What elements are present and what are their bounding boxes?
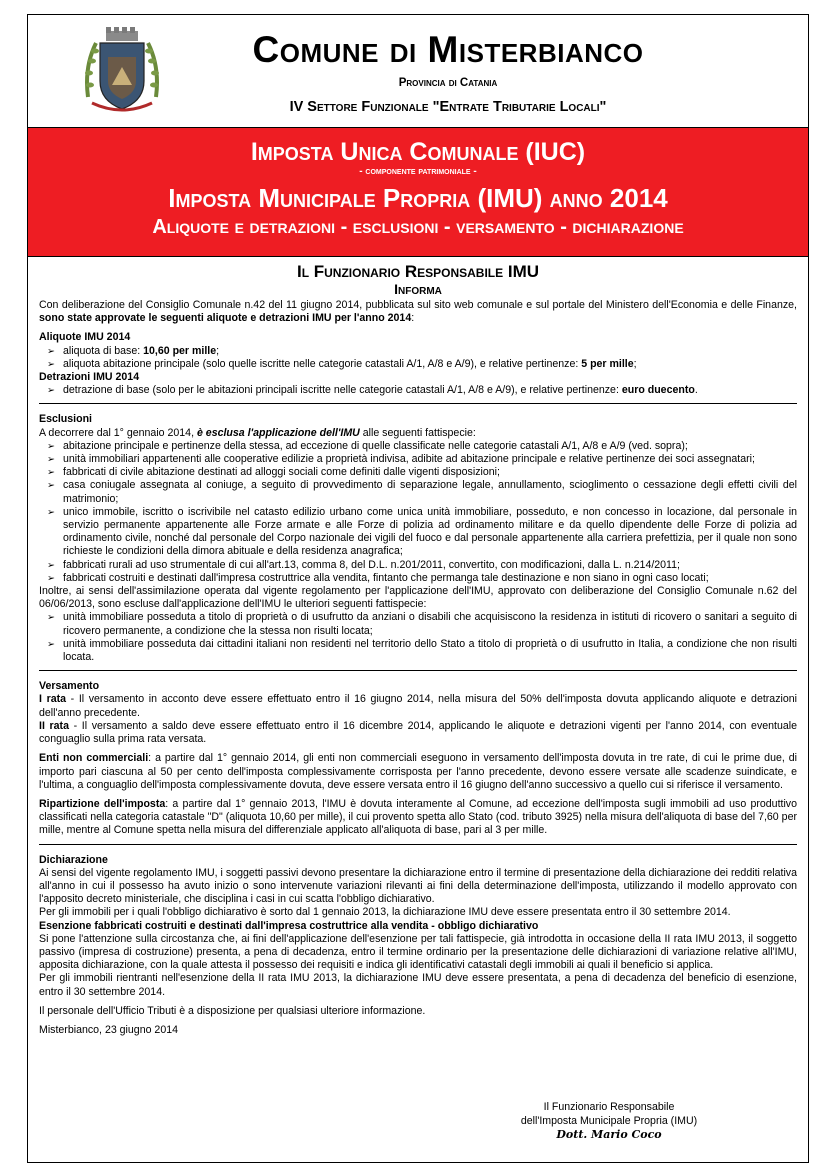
enti-text: : a partire dal 1° gennaio 2014, gli enti non commerciali eseguono in versamento dell'imposta dovuta in tre rate, di cui le prime due, di importo pari ciascuna al 50 per cento dell'imposta complessivamente corrisposta per l'anno precedente, devono essere versate alle scadenze suindicate, e l'ultima, a conguaglio dell'imposta complessivamente dovuta, deve essere versata entro il 16 giugno dell'anno successivo a quello cui si riferisce il versamento. (39, 752, 797, 791)
esclusioni-further: Inoltre, ai sensi dell'assimilazione operata dal vigente regolamento per l'applicazione dell'IMU, approvato con deliberazione del Consiglio Comunale n.62 del 06/06/2013, sono escluse dall'applicazione dell'IMU le ulteriori seguenti fattispecie: (39, 585, 797, 611)
rata-2-label: II rata (39, 719, 69, 732)
banner-title-topics: Aliquote e detrazioni - esclusioni - versamento - dichiarazione (152, 216, 684, 238)
title-banner (28, 128, 808, 257)
esclusioni-lead-bold: è esclusa l'applicazione dell'IMU (196, 426, 360, 439)
esclusioni-list-2 (39, 611, 797, 664)
letterhead (28, 15, 808, 128)
rata-2-paragraph (39, 720, 797, 746)
list-item: ➢ fabbricati costruiti e destinati dall'impresa costruttrice alla vendita, fintanto che permanga tale destinazione e non siano in ogni caso locati; (39, 572, 797, 585)
detrazioni-list (39, 384, 797, 397)
signature-role-1: Il Funzionario Responsabile (543, 1101, 675, 1113)
rata-1-label: I rata (39, 693, 67, 706)
dichiarazione-p5: Il personale dell'Ufficio Tributi è a disposizione per qualsiasi ulteriore informazione. (39, 1004, 426, 1017)
document-page (27, 14, 809, 1163)
rata-1-text: - Il versamento in acconto deve essere effettuato entro il 16 giugno 2014, nella misura del 50% dell'imposta dovuta applicando aliquote e detrazioni dell'anno precedente. (39, 693, 797, 719)
rata-1-paragraph (39, 693, 797, 719)
dichiarazione-p4: Per gli immobili rientranti nell'esenzione della II rata IMU 2013, la dichiarazione IMU deve essere presentata, a pena di decadenza del beneficio di esenzione, entro il 30 settembre 2014. (39, 972, 797, 998)
signature-block (494, 1100, 724, 1142)
section-divider (39, 403, 797, 404)
dichiarazione-p3: Si pone l'attenzione sulla circostanza che, ai fini dell'applicazione dell'esenzione per tali fattispecie, già introdotta in occasione della II rata IMU 2013, il soggetto passivo (impresa di costruzione) presenta, a pena di decadenza, entro il termine ordinario per la presentazione delle dichiarazioni di variazione relative all'IMU, apposita dichiarazione, con la quale attesta il possesso dei requisiti e indica gli identificativi catastali degli immobili ai quali il beneficio si applica. (39, 932, 797, 972)
intro-text-bold: sono state approvate le seguenti aliquote e detrazioni IMU per l'anno 2014 (39, 312, 412, 325)
dichiarazione-p1: Ai sensi del vigente regolamento IMU, i soggetti passivi devono presentare la dichiarazione entro il termine di presentazione della dichiarazione dei redditi relativa all'anno in cui il possesso ha avuto inizio o sono intervenute variazioni rilevanti ai fini della determinazione dell'imposta, utilizzando il modello approvato con l'apposito decreto ministeriale, che disciplina i casi in cui scatta l'obbligo dichiarativo. (39, 866, 797, 906)
signature-role-2: dell'Imposta Municipale Propria (IMU) (520, 1115, 698, 1127)
list-item-text: aliquota abitazione principale (solo quelle iscritte nelle categorie catastali A/1, A/8 e A/9), e relative pertinenze: (63, 357, 582, 370)
banner-title-imu: Imposta Municipale Propria (IMU) anno 2014 (168, 183, 668, 213)
intro-text: Con deliberazione del Consiglio Comunale n.42 del 11 giugno 2014, pubblicata sul sito web comunale e sul portale del Ministero dell'Economia e delle Finanze, (39, 299, 797, 311)
section-divider (39, 670, 797, 671)
enti-paragraph (39, 752, 797, 792)
list-item-text: detrazione di base (solo per le abitazioni principali iscritte nelle categorie catastali A/1, A/8 e A/9), e relative pertinenze: (63, 384, 622, 397)
dichiarazione-p2: Per gli immobili per i quali l'obbligo dichiarativo è sorto dal 1 gennaio 2013, la dichiarazione IMU deve essere presentata entro il 30 settembre 2014. (39, 906, 731, 919)
rata-2-text: - Il versamento a saldo deve essere effettuato entro il 16 dicembre 2014, applicando le aliquote e detrazioni vigenti per l'anno 2014, con eventuale conguaglio sulla prima rata versata. (39, 719, 798, 746)
esclusioni-title: Esclusioni (39, 413, 92, 426)
section-divider (39, 844, 797, 845)
esclusioni-lead (39, 427, 797, 440)
versamento-title: Versamento (39, 680, 100, 693)
issuer-heading: Il Funzionario Responsabile IMU (296, 262, 540, 281)
list-item: ➢ unità immobiliare posseduta dai cittadini italiani non residenti nel territorio dello Stato a titolo di proprietà o di usufrutto in Italia, a condizione che non risulti locata. (39, 638, 797, 664)
list-item (39, 358, 797, 371)
ripartizione-label: Ripartizione dell'imposta (39, 797, 166, 810)
esclusioni-lead-text: A decorrere dal 1° gennaio 2014, (39, 426, 197, 439)
list-item-end: . (694, 384, 698, 397)
enti-label: Enti non commerciali (39, 752, 149, 765)
list-item: ➢ unico immobile, iscritto o iscrivibile nel catasto edilizio urbano come unica unità immobiliare, posseduto, e non concesso in locazione, dal personale in servizio permanente appartenente alle Forze armate e alle Forze di polizia ad ordinamento militare e da quello dipendente delle Forze di polizia ad ordinamento civile, nonché dal personale del Corpo nazionale dei vigili del fuoco e dal personale appartenente alla carriera prefettizia, per il quale non sono richieste le condizioni della dimora abituale e della residenza anagrafica; (39, 506, 797, 559)
list-item: ➢ unità immobiliare posseduta a titolo di proprietà o di usufrutto da anziani o disabili che acquisiscono la residenza in istituti di ricovero o sanitari a seguito di ricovero permanente, a condizione che la stessa non risulti locata; (39, 611, 797, 637)
list-item-text: aliquota di base: (63, 344, 144, 357)
list-item: ➢ abitazione principale e pertinenze della stessa, ad eccezione di quelle classificate nelle categorie catastali A/1, A/8 e A/9 (ved. sopra); (39, 440, 797, 453)
list-item: ➢ fabbricati rurali ad uso strumentale di cui all'art.13, comma 8, del D.L. n.201/2011, convertito, con modificazioni, dalla L. n.214/2011; (39, 559, 797, 572)
aliquote-title: Aliquote IMU 2014 (39, 331, 131, 344)
esenzione-title: Esenzione fabbricati costruiti e destinati dall'impresa costruttrice alla vendita - obbligo dichiarativo (39, 919, 539, 932)
list-item-bold: euro duecento (621, 384, 695, 397)
intro-paragraph (39, 299, 797, 325)
banner-subtitle: - componente patrimoniale - (359, 166, 477, 177)
intro-text-end: : (411, 312, 415, 325)
esclusioni-list (39, 440, 797, 585)
ripartizione-paragraph (39, 798, 797, 838)
list-item-end: ; (633, 357, 637, 370)
list-item-bold: 5 per mille (581, 357, 634, 370)
notice-body (28, 257, 808, 1037)
province-name: Provincia di Catania (398, 77, 498, 89)
list-item-bold: 10,60 per mille (143, 344, 217, 357)
list-item: ➢ casa coniugale assegnata al coniuge, a seguito di provvedimento di separazione legale, annullamento, scioglimento o cessazione degli effetti civili del matrimonio; (39, 479, 797, 505)
informa-heading: Informa (394, 281, 442, 297)
detrazioni-title: Detrazioni IMU 2014 (39, 371, 140, 384)
sector-name: IV Settore Funzionale "Entrate Tributarie Locali" (289, 99, 607, 115)
list-item (39, 345, 797, 358)
list-item (39, 384, 797, 397)
place-date: Misterbianco, 23 giugno 2014 (39, 1023, 178, 1036)
list-item: ➢ unità immobiliari appartenenti alle cooperative edilizie a proprietà indivisa, adibite ad abitazione principale e relative pertinenze dei soci assegnatari; (39, 453, 797, 466)
banner-title-iuc: Imposta Unica Comunale (IUC) (250, 138, 586, 166)
list-item: ➢ fabbricati di civile abitazione destinati ad alloggi sociali come definiti dalle vigenti disposizioni; (39, 466, 797, 479)
signature-name: Dott. Mario Coco (556, 1128, 662, 1141)
ripartizione-text: : a partire dal 1° gennaio 2013, l'IMU è dovuta interamente al Comune, ad eccezione dell'imposta sugli immobili ad uso produttivo classificati nella categoria catastale "D" (aliquota 10,60 per mille), il cui provento spetta allo Stato (cod. tributo 3925) nella misura dell'aliquota di base del 7,60 per mille, mentre al Comune spetta nella misura del differenziale applicato all'aliquota di base, pari al 3 per mille. (39, 797, 797, 837)
municipality-name: Comune di Misterbianco (252, 29, 644, 70)
dichiarazione-title: Dichiarazione (39, 853, 108, 866)
aliquote-list (39, 345, 797, 371)
esclusioni-lead-end: alle seguenti fattispecie: (359, 426, 476, 439)
list-item-end: ; (216, 344, 220, 357)
